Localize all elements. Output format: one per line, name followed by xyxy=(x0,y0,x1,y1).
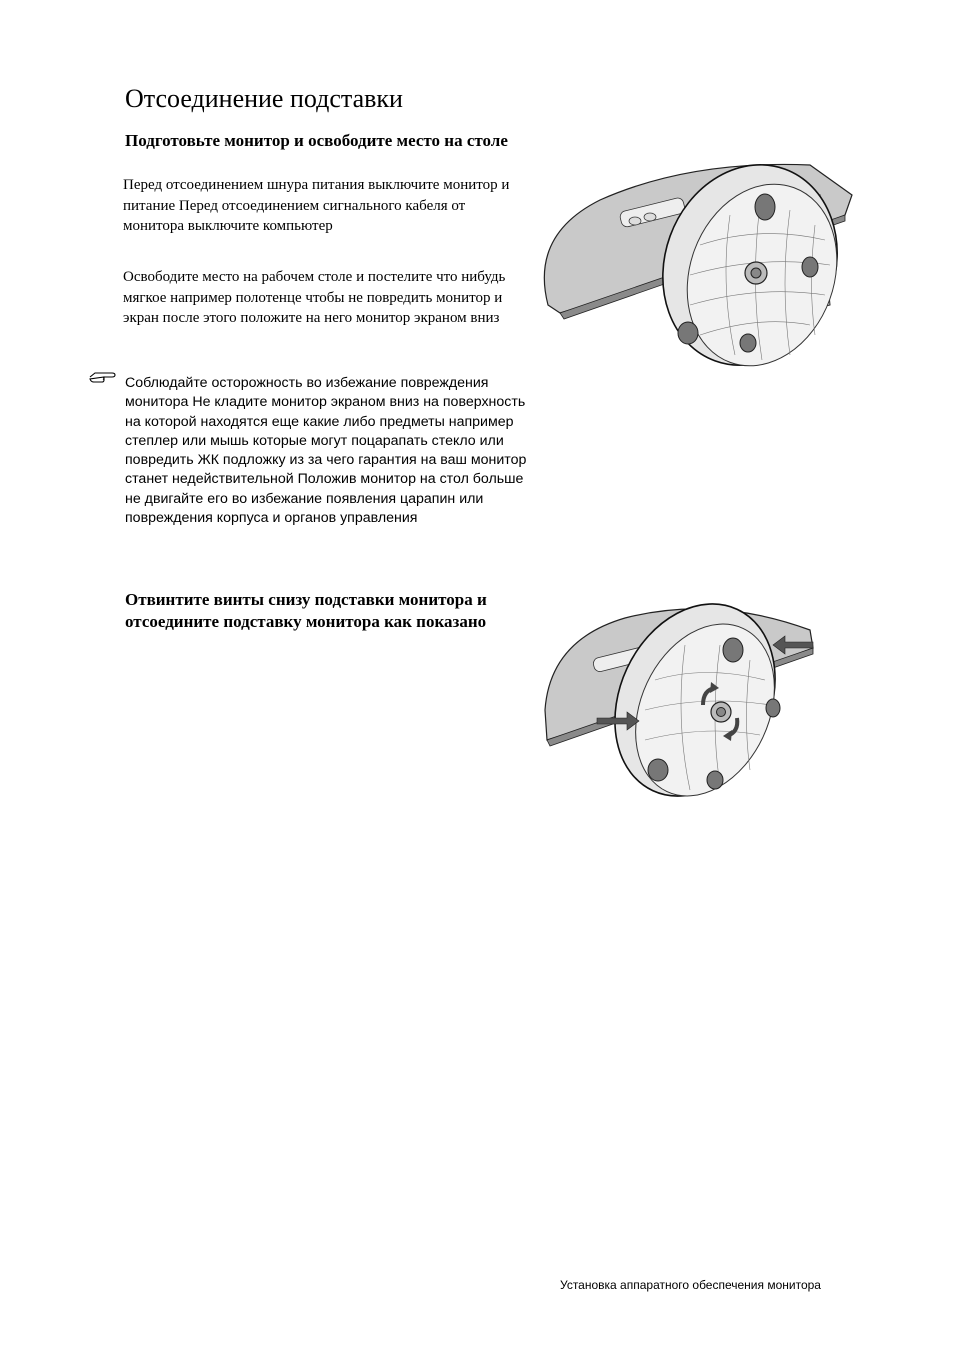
page-footer: Установка аппаратного обеспечения монитора xyxy=(560,1278,821,1292)
monitor-stand-base-illustration xyxy=(540,155,855,370)
step-1-paragraph-2: Освободите место на рабочем столе и постелите что нибудь мягкое например полотенце чтобы не повредить монитор и экран после этого положите на него монитор экраном вниз xyxy=(123,269,506,326)
stand-removal-illustration xyxy=(545,600,820,805)
page-title: Отсоединение подставки xyxy=(125,84,403,113)
pointing-hand-icon xyxy=(88,370,118,386)
caution-note: Соблюдайте осторожность во избежание повреждения монитора Не кладите монитор экраном вниз на поверхность на которой находятся еще какие либо предметы например степлер или мышь которые могут поцарапать стекло или повредить ЖК подложку из за чего гарантия на ваш монитор станет недействительной Положив монитор на стол больше не двигайте его во избежание появления царапин или повреждения корпуса и органов управления xyxy=(125,375,527,527)
step-2-heading: Отвинтите винты снизу подставки монитора и отсоедините подставку монитора как показано xyxy=(125,590,487,631)
step-1-paragraph-1: Перед отсоединением шнура питания выключите монитор и питание Перед отсоединением сигнального кабеля от монитора выключите компьютер xyxy=(123,177,510,234)
step-1-heading: Подготовьте монитор и освободите место на столе xyxy=(125,131,508,150)
